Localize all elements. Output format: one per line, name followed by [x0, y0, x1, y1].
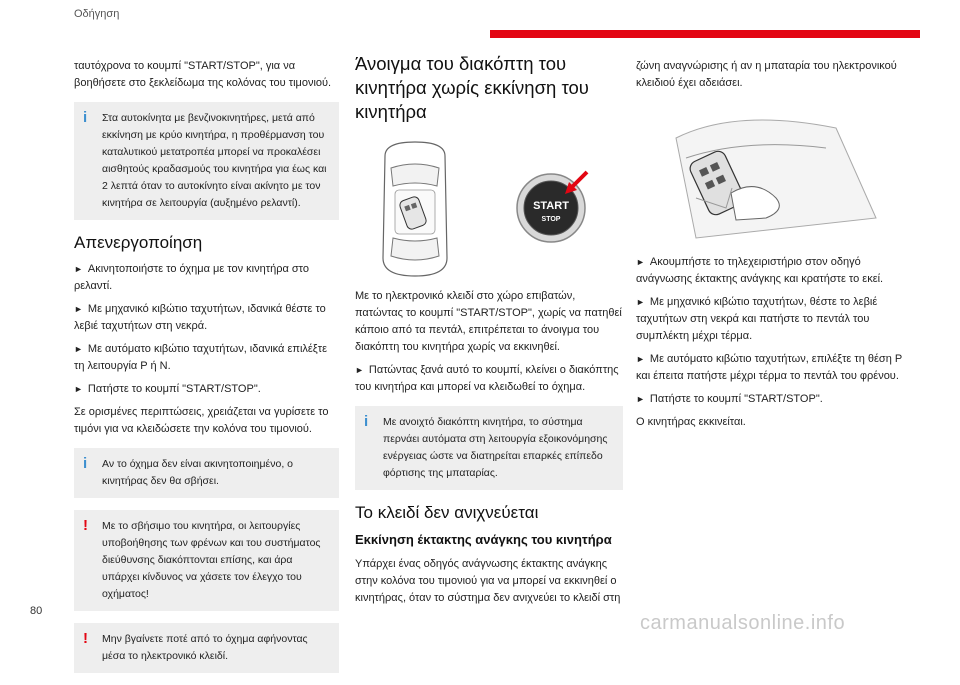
info-note-not-stopped	[74, 448, 339, 498]
list-item: ► Με μηχανικό κιβώτιο ταχυτήτων, ιδανικά θέστε το λεβιέ ταχυτήτων στη νεκρά.	[74, 301, 339, 335]
section-heading-deactivation: Απενεργοποίηση	[74, 233, 203, 252]
list-item: ► Με αυτόματο κιβώτιο ταχυτήτων, ιδανικά επιλέξτε τη λειτουργία P ή N.	[74, 341, 339, 375]
list-item: ► Πατήστε το κουμπί "START/STOP".	[74, 381, 339, 398]
section-heading-ignition: Άνοιγμα του διακόπτη του κινητήρα χωρίς εκκίνηση του κινητήρα	[355, 53, 589, 122]
info-icon: i	[364, 413, 369, 430]
note-text: Στα αυτοκίνητα με βενζινοκινητήρες, μετά από εκκίνηση με κρύο κινητήρα, η προθέρμανση του καταλυτικού μετατροπέα μπορεί να προκαλέσει αισθητούς κραδασμούς του κινητήρα για έως και 2 λεπτά όταν το αυτοκίνητο είναι ακίνητο με τον κινητήρα σε λειτουργία (αυξημένο ρελαντί).	[102, 112, 327, 209]
list-item: ► Πατήστε το κουμπί "START/STOP".	[636, 391, 919, 408]
warning-icon: !	[83, 517, 88, 534]
info-icon: i	[83, 455, 88, 472]
warning-note-assist	[74, 510, 339, 611]
list-item: ► Πατώντας ξανά αυτό το κουμπί, κλείνει ο διακόπτης του κινητήρα και μπορεί να κλειδωθεί το όχημα.	[355, 362, 623, 396]
warning-icon: !	[83, 630, 88, 647]
info-icon: i	[83, 109, 88, 126]
start-label: START	[533, 200, 569, 212]
car-top-view-icon	[355, 138, 623, 278]
stop-label: STOP	[541, 216, 561, 223]
page-number: 80	[30, 605, 43, 617]
paragraph: Με το ηλεκτρονικό κλειδί στο χώρο επιβατών, πατώντας το κουμπί "START/STOP", χωρίς να πατηθεί κάποιο από τα πεντάλ, επιτρέπεται το άνοιγμα του διακόπτη του κινητήρα χωρίς να εκκινηθεί.	[355, 290, 622, 353]
column-2	[355, 52, 623, 613]
column-3	[636, 58, 919, 437]
list-item: ► Με μηχανικό κιβώτιο ταχυτήτων, θέστε το λεβιέ ταχυτήτων στη νεκρά και πατήστε το πεντάλ του συμπλέκτη μέχρι τέρμα.	[636, 294, 919, 345]
intro-text: ταυτόχρονα το κουμπί "START/STOP", για να βοηθήσετε στο ξεκλείδωμα της κολόνας του τιμονιού.	[74, 60, 332, 89]
paragraph: Σε ορισμένες περιπτώσεις, χρειάζεται να γυρίσετε το τιμόνι για να κλειδώσετε την κολόνα του τιμονιού.	[74, 406, 329, 435]
note-text: Αν το όχημα δεν είναι ακινητοποιημένο, ο κινητήρας δεν θα σβήσει.	[102, 458, 293, 487]
list-item: ► Ακουμπήστε το τηλεχειριστήριο στον οδηγό ανάγνωσης έκτακτης ανάγκης και κρατήστε το εκεί.	[636, 254, 919, 288]
paragraph: Υπάρχει ένας οδηγός ανάγνωσης έκτακτης ανάγκης στην κολόνα του τιμονιού για να μπορεί να εκκινηθεί ο κινητήρας, όταν το σύστημα δεν ανιχνεύει το κλειδί στη	[355, 558, 621, 604]
info-note-battery	[355, 406, 623, 490]
note-text: Με ανοιχτό διακόπτη κινητήρα, το σύστημα περνάει αυτόματα στη λειτουργία εξοικονόμησης ενέργειας ώστε να διατηρείται επαρκές επίπεδο φόρτισης της μπαταρίας.	[383, 416, 608, 479]
emergency-reader-illustration	[636, 98, 919, 248]
paragraph: ζώνη αναγνώρισης ή αν η μπαταρία του ηλεκτρονικού κλειδιού έχει αδειάσει.	[636, 60, 897, 89]
warning-text: Μην βγαίνετε ποτέ από το όχημα αφήνοντας μέσα το ηλεκτρονικό κλειδί.	[102, 633, 308, 662]
page-header-title: Οδήγηση	[74, 8, 120, 20]
watermark-logo[interactable]: carmanualsonline.info	[640, 612, 846, 634]
column-1	[74, 58, 339, 685]
header-accent-bar	[490, 30, 920, 38]
list-item: ► Με αυτόματο κιβώτιο ταχυτήτων, επιλέξτε τη θέση P και έπειτα πατήστε μέχρι τέρμα το πεντάλ του φρένου.	[636, 351, 919, 385]
car-and-button-illustration	[355, 138, 623, 278]
info-note-petrol	[74, 102, 339, 220]
section-heading-key-not-detected: Το κλειδί δεν ανιχνεύεται	[355, 503, 539, 522]
warning-note-key	[74, 623, 339, 673]
warning-text: Με το σβήσιμο του κινητήρα, οι λειτουργίες υποβοήθησης των φρένων και του συστήματος διεύθυνσης διακόπτονται επίσης, και άρα υπάρχει κίνδυνος να χάσετε τον έλεγχο του οχήματος!	[102, 520, 321, 600]
paragraph: Ο κινητήρας εκκινείται.	[636, 416, 746, 428]
subheading-emergency-start: Εκκίνηση έκτακτης ανάγκης του κινητήρα	[355, 532, 612, 547]
steering-column-key-icon	[636, 98, 919, 248]
list-item: ► Ακινητοποιήστε το όχημα με τον κινητήρα στο ρελαντί.	[74, 261, 339, 295]
